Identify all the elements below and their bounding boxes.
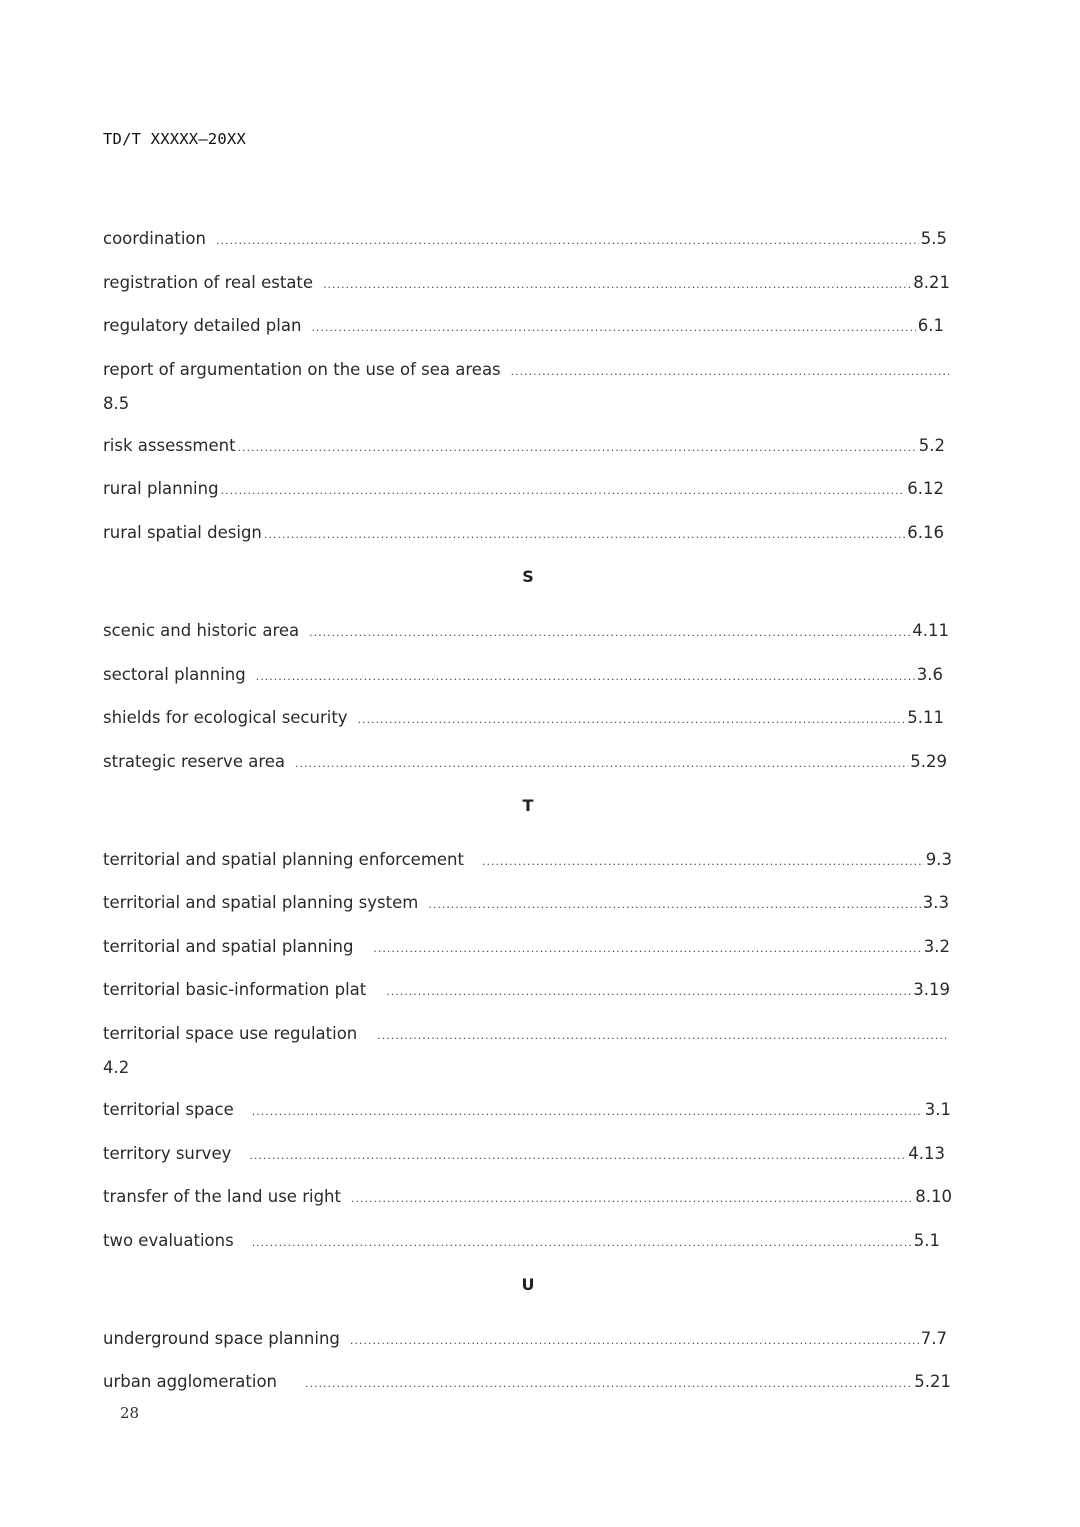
index-number: 5.5 xyxy=(920,229,947,248)
leader-dots xyxy=(428,894,920,916)
index-entry xyxy=(103,849,952,873)
index-number: 6.1 xyxy=(917,316,944,335)
index-term: territorial space use regulation xyxy=(103,1024,358,1043)
index-entry xyxy=(103,664,943,688)
leader-dots xyxy=(386,981,911,1003)
index-term: sectoral planning xyxy=(103,665,246,684)
leader-dots xyxy=(323,274,911,296)
index-entry xyxy=(103,620,949,644)
leader-dots xyxy=(264,524,905,546)
index-entry-wrapped xyxy=(103,359,951,415)
index-number: 5.29 xyxy=(910,752,947,771)
index-term: two evaluations xyxy=(103,1231,234,1250)
index-number: 4.11 xyxy=(912,621,949,640)
index-number: 7.7 xyxy=(920,1329,947,1348)
index-term: scenic and historic area xyxy=(103,621,300,640)
index-entry xyxy=(103,228,947,252)
leader-dots xyxy=(350,1330,919,1352)
index-number: 6.12 xyxy=(907,479,944,498)
index-term: rural planning xyxy=(103,479,219,498)
index-number: 5.1 xyxy=(913,1231,940,1250)
index-entry xyxy=(103,936,950,960)
index-number: 3.2 xyxy=(923,937,950,956)
leader-dots xyxy=(252,1101,923,1123)
index-term: report of argumentation on the use of sea areas xyxy=(103,360,501,379)
index-term: transfer of the land use right xyxy=(103,1187,341,1206)
index-number: 5.21 xyxy=(914,1372,951,1391)
leader-dots xyxy=(373,938,921,960)
page-number: 28 xyxy=(120,1404,140,1422)
index-number: 4.2 xyxy=(103,1058,130,1077)
section-letter-t: T xyxy=(522,796,534,815)
index-entry xyxy=(103,435,945,459)
index-term: territory survey xyxy=(103,1144,232,1163)
index-number: 5.11 xyxy=(907,708,944,727)
section-letter-s: S xyxy=(522,567,534,586)
index-number: 4.13 xyxy=(908,1144,945,1163)
index-entry xyxy=(103,1230,940,1254)
index-number: 5.2 xyxy=(918,436,945,455)
index-entry xyxy=(103,751,947,775)
index-entry xyxy=(103,707,944,731)
index-entry xyxy=(103,1328,947,1352)
index-term: underground space planning xyxy=(103,1329,340,1348)
index-number: 3.19 xyxy=(913,980,950,999)
index-number: 8.21 xyxy=(913,273,950,292)
leader-dots xyxy=(216,230,919,252)
index-entry xyxy=(103,315,944,339)
index-term: territorial and spatial planning enforcement xyxy=(103,850,464,869)
leader-dots xyxy=(221,480,906,502)
leader-dots xyxy=(238,437,917,459)
leader-dots xyxy=(305,1373,912,1395)
leader-dots xyxy=(249,1145,906,1167)
index-entry xyxy=(103,522,944,546)
leader-dots xyxy=(511,361,949,383)
leader-dots xyxy=(252,1232,912,1254)
index-entry-wrapped xyxy=(103,1023,951,1079)
index-entry xyxy=(103,1371,951,1395)
index-term: shields for ecological security xyxy=(103,708,348,727)
section-letter-u: U xyxy=(521,1275,535,1294)
index-entry xyxy=(103,478,944,502)
index-number: 3.1 xyxy=(924,1100,951,1119)
leader-dots xyxy=(295,753,908,775)
index-term: territorial basic-information plat xyxy=(103,980,367,999)
index-entry xyxy=(103,979,950,1003)
index-term: registration of real estate xyxy=(103,273,314,292)
index-number: 9.3 xyxy=(925,850,952,869)
index-entry xyxy=(103,272,950,296)
index-number: 8.5 xyxy=(103,394,130,413)
leader-dots xyxy=(256,666,915,688)
index-entry xyxy=(103,1186,952,1210)
index-term: territorial space xyxy=(103,1100,234,1119)
index-term: territorial and spatial planning xyxy=(103,937,354,956)
index-term: coordination xyxy=(103,229,206,248)
index-number: 6.16 xyxy=(907,523,944,542)
index-term: rural spatial design xyxy=(103,523,262,542)
index-entry xyxy=(103,1099,951,1123)
index-number: 3.3 xyxy=(922,893,949,912)
leader-dots xyxy=(377,1025,949,1047)
leader-dots xyxy=(482,851,924,873)
leader-dots xyxy=(311,317,915,339)
leader-dots xyxy=(351,1188,913,1210)
index-number: 3.6 xyxy=(916,665,943,684)
index-number: 8.10 xyxy=(915,1187,952,1206)
standard-code-header: TD/T XXXXX—20XX xyxy=(103,130,246,148)
index-term: regulatory detailed plan xyxy=(103,316,302,335)
leader-dots xyxy=(358,709,906,731)
index-entry xyxy=(103,1143,945,1167)
index-entry xyxy=(103,892,949,916)
leader-dots xyxy=(309,622,910,644)
index-term: urban agglomeration xyxy=(103,1372,277,1391)
index-term: risk assessment xyxy=(103,436,236,455)
index-term: strategic reserve area xyxy=(103,752,286,771)
index-term: territorial and spatial planning system xyxy=(103,893,419,912)
